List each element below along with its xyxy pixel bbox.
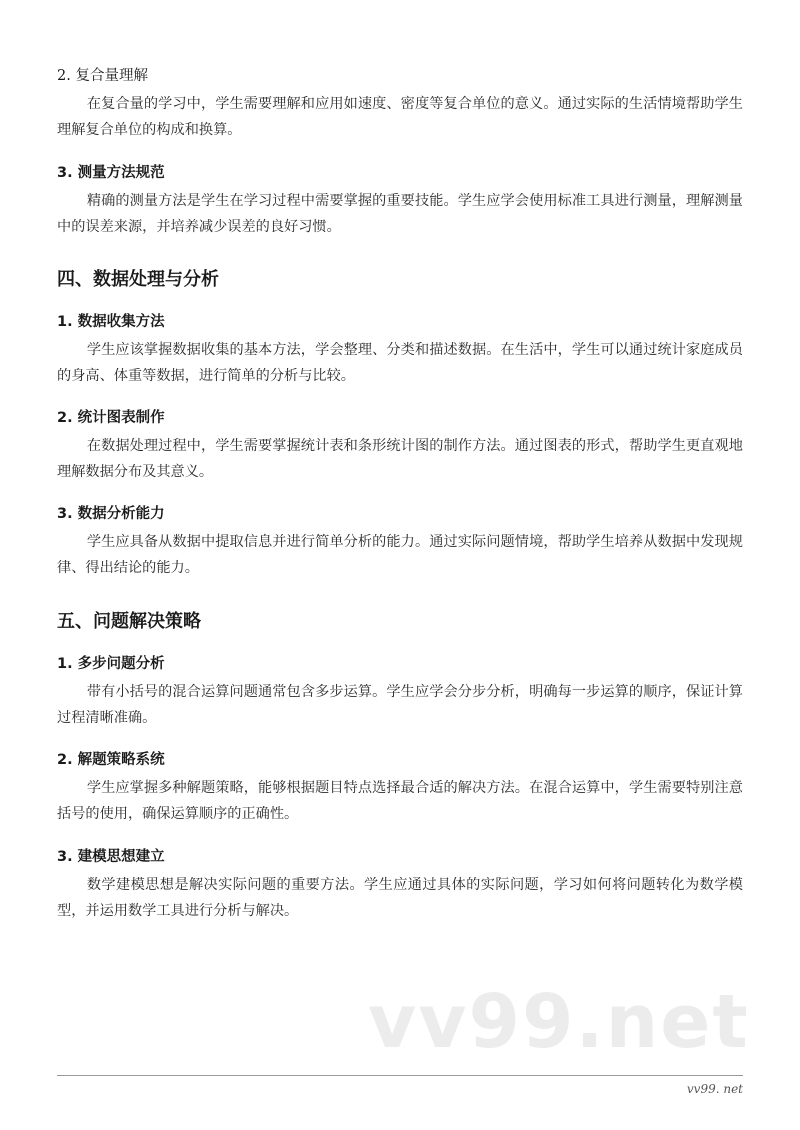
item-heading-chart-making: 2. 统计图表制作 [57,410,165,426]
item-heading-compound-quantity: 2. 复合量理解 [57,68,148,84]
item-heading-multistep: 1. 多步问题分析 [57,656,165,672]
item-body-compound-quantity: 在复合量的学习中，学生需要理解和应用如速度、密度等复合单位的意义。通过实际的生活情境帮助学生理解复合单位的构成和换算。 [57,96,743,138]
item-body-multistep: 带有小括号的混合运算问题通常包含多步运算。学生应学会分步分析，明确每一步运算的顺序，保证计算过程清晰准确。 [57,684,743,726]
item-heading-measurement: 3. 测量方法规范 [57,165,165,181]
item-body-data-collection: 学生应该掌握数据收集的基本方法，学会整理、分类和描述数据。在生活中，学生可以通过统计家庭成员的身高、体重等数据，进行简单的分析与比较。 [57,342,743,384]
item-heading-data-collection: 1. 数据收集方法 [57,314,165,330]
item-body-chart-making: 在数据处理过程中，学生需要掌握统计表和条形统计图的制作方法。通过图表的形式，帮助学生更直观地理解数据分布及其意义。 [57,438,743,480]
item-heading-data-analysis: 3. 数据分析能力 [57,506,165,522]
footer-divider [57,1075,743,1076]
footer-site-label: vv99. net [686,1082,743,1096]
section-title-problem-solving: 五、问题解决策略 [57,611,201,632]
item-body-measurement: 精确的测量方法是学生在学习过程中需要掌握的重要技能。学生应学会使用标准工具进行测量，理解测量中的误差来源，并培养减少误差的良好习惯。 [57,193,743,235]
item-body-data-analysis: 学生应具备从数据中提取信息并进行简单分析的能力。通过实际问题情境，帮助学生培养从数据中发现规律、得出结论的能力。 [57,534,743,576]
item-heading-strategy-system: 2. 解题策略系统 [57,752,165,768]
section-title-data-processing: 四、数据处理与分析 [57,269,219,290]
item-body-strategy-system: 学生应掌握多种解题策略，能够根据题目特点选择最合适的解决方法。在混合运算中，学生需要特别注意括号的使用，确保运算顺序的正确性。 [57,780,743,822]
item-body-modeling: 数学建模思想是解决实际问题的重要方法。学生应通过具体的实际问题，学习如何将问题转化为数学模型，并运用数学工具进行分析与解决。 [57,877,743,919]
watermark: vv99.net [368,979,750,1065]
item-heading-modeling: 3. 建模思想建立 [57,849,165,865]
